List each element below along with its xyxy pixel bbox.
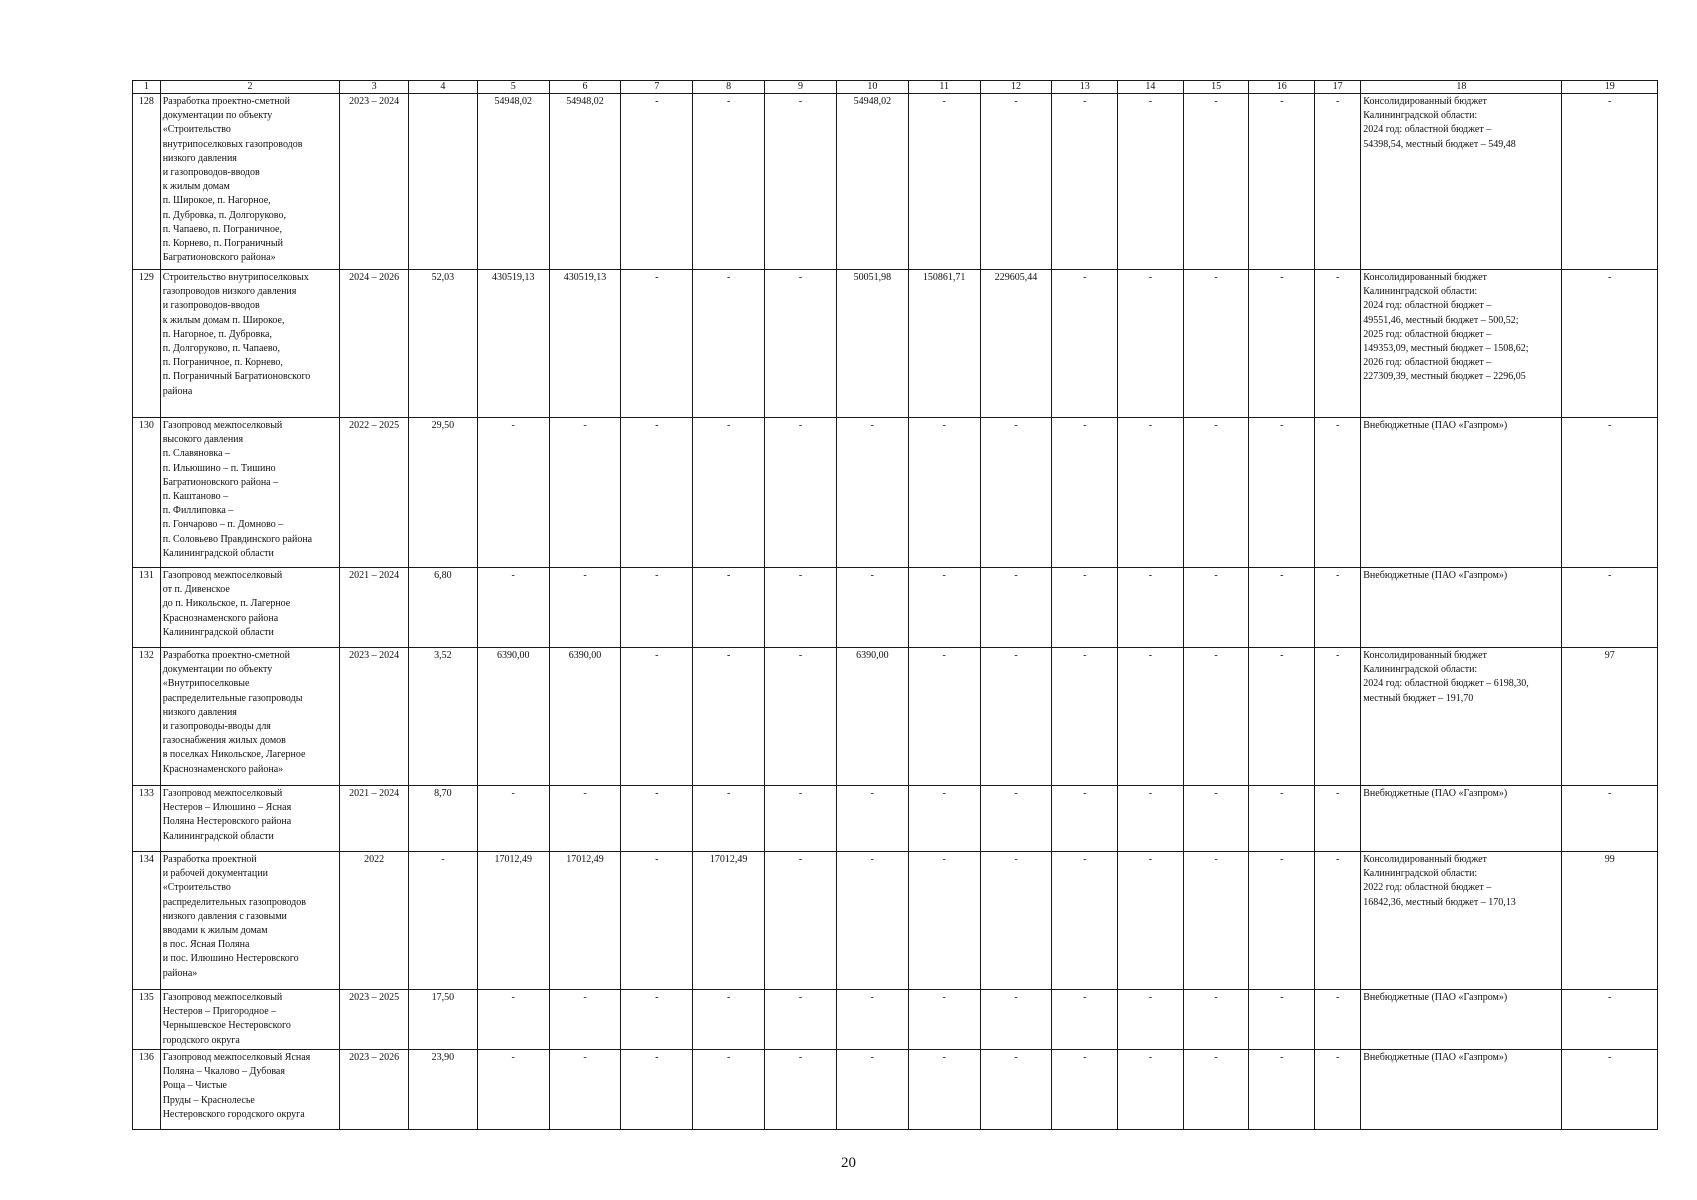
value-cell: 2021 – 2024 bbox=[340, 568, 409, 648]
value-cell: - bbox=[1118, 94, 1184, 270]
value-cell: - bbox=[477, 786, 549, 852]
value-cell: 2022 – 2025 bbox=[340, 418, 409, 568]
value-cell: - bbox=[765, 852, 837, 990]
value-cell: - bbox=[1562, 786, 1658, 852]
value-cell: - bbox=[908, 852, 980, 990]
value-cell: - bbox=[765, 94, 837, 270]
value-cell: 229605,44 bbox=[980, 270, 1052, 418]
value-cell: - bbox=[1183, 94, 1249, 270]
column-number-cell: 6 bbox=[549, 81, 621, 94]
value-cell: - bbox=[1118, 786, 1184, 852]
value-cell: - bbox=[621, 852, 693, 990]
value-cell: - bbox=[1315, 1050, 1361, 1130]
value-cell: - bbox=[1315, 94, 1361, 270]
value-cell: 99 bbox=[1562, 852, 1658, 990]
value-cell: - bbox=[836, 568, 908, 648]
value-cell: - bbox=[1118, 1050, 1184, 1130]
value-cell: - bbox=[836, 786, 908, 852]
table-row bbox=[133, 990, 1658, 1050]
column-number-cell: 18 bbox=[1361, 81, 1562, 94]
table-row bbox=[133, 786, 1658, 852]
column-number-cell: 10 bbox=[836, 81, 908, 94]
value-cell: 8,70 bbox=[409, 786, 478, 852]
value-cell: - bbox=[693, 418, 765, 568]
value-cell: - bbox=[1249, 786, 1315, 852]
value-cell: - bbox=[1249, 852, 1315, 990]
value-cell: - bbox=[980, 418, 1052, 568]
object-name-cell: Разработка проектной и рабочей документации «Строительство распределительных газопроводов низкого давления с газовыми вводами к жилым домам в пос. Ясная Поляна и пос. Илюшино Нестеровского района» bbox=[160, 852, 340, 990]
funding-source-cell: Внебюджетные (ПАО «Газпром») bbox=[1361, 418, 1562, 568]
value-cell: - bbox=[409, 852, 478, 990]
value-cell: - bbox=[765, 990, 837, 1050]
value-cell: - bbox=[1562, 418, 1658, 568]
table-row bbox=[133, 418, 1658, 568]
value-cell: 54948,02 bbox=[549, 94, 621, 270]
value-cell: - bbox=[836, 418, 908, 568]
value-cell: - bbox=[1562, 94, 1658, 270]
value-cell: 6390,00 bbox=[836, 648, 908, 786]
value-cell: - bbox=[1562, 270, 1658, 418]
value-cell: - bbox=[1315, 990, 1361, 1050]
value-cell: 2023 – 2024 bbox=[340, 648, 409, 786]
table-row bbox=[133, 568, 1658, 648]
column-number-cell: 15 bbox=[1183, 81, 1249, 94]
value-cell: 2021 – 2024 bbox=[340, 786, 409, 852]
page-number: 20 bbox=[841, 1155, 856, 1171]
value-cell: - bbox=[980, 568, 1052, 648]
value-cell: 17012,49 bbox=[549, 852, 621, 990]
value-cell: - bbox=[621, 1050, 693, 1130]
value-cell: - bbox=[765, 418, 837, 568]
value-cell: 2023 – 2025 bbox=[340, 990, 409, 1050]
value-cell: 430519,13 bbox=[549, 270, 621, 418]
value-cell: - bbox=[477, 418, 549, 568]
value-cell: - bbox=[908, 1050, 980, 1130]
value-cell: - bbox=[1052, 786, 1118, 852]
value-cell: - bbox=[1052, 648, 1118, 786]
column-number-cell: 5 bbox=[477, 81, 549, 94]
value-cell: 17012,49 bbox=[477, 852, 549, 990]
column-number-cell: 1 bbox=[133, 81, 161, 94]
value-cell: - bbox=[477, 990, 549, 1050]
value-cell: 23,90 bbox=[409, 1050, 478, 1130]
row-number-cell: 130 bbox=[133, 418, 161, 568]
object-name-cell: Газопровод межпоселковый высокого давления п. Славяновка – п. Ильюшино – п. Тишино Багратионовского района – п. Каштаново – п. Филлиповка – п. Гончарово – п. Домново – п. Соловьево Правдинского района Калининградской области bbox=[160, 418, 340, 568]
value-cell: - bbox=[1315, 852, 1361, 990]
value-cell: 6390,00 bbox=[477, 648, 549, 786]
value-cell: - bbox=[1052, 990, 1118, 1050]
value-cell: - bbox=[1249, 1050, 1315, 1130]
row-number-cell: 133 bbox=[133, 786, 161, 852]
row-number-cell: 134 bbox=[133, 852, 161, 990]
value-cell: - bbox=[1315, 568, 1361, 648]
funding-source-cell: Консолидированный бюджет Калининградской области: 2024 год: областной бюджет – 54398,54, местный бюджет – 549,48 bbox=[1361, 94, 1562, 270]
value-cell: - bbox=[1249, 990, 1315, 1050]
object-name-cell: Газопровод межпоселковый Ясная Поляна – Чкалово – Дубовая Роща – Чистые Пруды – Краснолесье Нестеровского городского округа bbox=[160, 1050, 340, 1130]
value-cell: - bbox=[693, 94, 765, 270]
value-cell: - bbox=[621, 990, 693, 1050]
value-cell: - bbox=[1249, 418, 1315, 568]
value-cell: 54948,02 bbox=[836, 94, 908, 270]
value-cell: 17,50 bbox=[409, 990, 478, 1050]
value-cell: - bbox=[1052, 1050, 1118, 1130]
column-number-cell: 13 bbox=[1052, 81, 1118, 94]
value-cell: 430519,13 bbox=[477, 270, 549, 418]
value-cell: - bbox=[549, 568, 621, 648]
column-number-cell: 14 bbox=[1118, 81, 1184, 94]
value-cell: - bbox=[693, 270, 765, 418]
value-cell: 2022 bbox=[340, 852, 409, 990]
value-cell: 6,80 bbox=[409, 568, 478, 648]
funding-source-cell: Внебюджетные (ПАО «Газпром») bbox=[1361, 990, 1562, 1050]
column-number-cell: 9 bbox=[765, 81, 837, 94]
value-cell: - bbox=[1118, 648, 1184, 786]
value-cell: - bbox=[1249, 648, 1315, 786]
value-cell: - bbox=[1052, 418, 1118, 568]
value-cell: - bbox=[621, 648, 693, 786]
value-cell: - bbox=[1315, 418, 1361, 568]
value-cell: - bbox=[1118, 270, 1184, 418]
row-number-cell: 136 bbox=[133, 1050, 161, 1130]
value-cell: - bbox=[1118, 990, 1184, 1050]
value-cell: - bbox=[693, 786, 765, 852]
value-cell: - bbox=[908, 94, 980, 270]
value-cell: - bbox=[1118, 852, 1184, 990]
column-number-cell: 12 bbox=[980, 81, 1052, 94]
value-cell: - bbox=[836, 1050, 908, 1130]
row-number-cell: 129 bbox=[133, 270, 161, 418]
value-cell: - bbox=[1052, 94, 1118, 270]
value-cell: - bbox=[765, 786, 837, 852]
object-name-cell: Газопровод межпоселковый Нестеров – Илюшино – Ясная Поляна Нестеровского района Калининградской области bbox=[160, 786, 340, 852]
value-cell: - bbox=[908, 990, 980, 1050]
value-cell: - bbox=[1315, 270, 1361, 418]
value-cell: - bbox=[621, 94, 693, 270]
value-cell: - bbox=[765, 568, 837, 648]
funding-source-cell: Внебюджетные (ПАО «Газпром») bbox=[1361, 786, 1562, 852]
funding-source-cell: Внебюджетные (ПАО «Газпром») bbox=[1361, 568, 1562, 648]
column-number-cell: 3 bbox=[340, 81, 409, 94]
value-cell: - bbox=[477, 568, 549, 648]
column-number-cell: 8 bbox=[693, 81, 765, 94]
column-number-cell: 11 bbox=[908, 81, 980, 94]
value-cell: - bbox=[1183, 568, 1249, 648]
table-row bbox=[133, 648, 1658, 786]
value-cell: - bbox=[765, 270, 837, 418]
funding-source-cell: Консолидированный бюджет Калининградской области: 2024 год: областной бюджет – 6198,30, местный бюджет – 191,70 bbox=[1361, 648, 1562, 786]
value-cell: - bbox=[908, 648, 980, 786]
value-cell: - bbox=[1052, 568, 1118, 648]
column-number-row bbox=[133, 81, 1658, 94]
funding-source-cell: Консолидированный бюджет Калининградской области: 2024 год: областной бюджет – 49551,46, местный бюджет – 500,52; 2025 год: областной бюджет – 149353,09, местный бюджет – 1508,62; 2026 год: областной бюджет – 227309,39, местный бюджет – 2296,05 bbox=[1361, 270, 1562, 418]
value-cell: 2024 – 2026 bbox=[340, 270, 409, 418]
value-cell: - bbox=[1249, 270, 1315, 418]
value-cell: - bbox=[1118, 568, 1184, 648]
row-number-cell: 131 bbox=[133, 568, 161, 648]
value-cell: - bbox=[980, 786, 1052, 852]
value-cell: - bbox=[1562, 990, 1658, 1050]
value-cell: - bbox=[980, 94, 1052, 270]
value-cell: - bbox=[1052, 270, 1118, 418]
value-cell: - bbox=[980, 990, 1052, 1050]
value-cell: - bbox=[908, 418, 980, 568]
value-cell: - bbox=[765, 1050, 837, 1130]
value-cell: 3,52 bbox=[409, 648, 478, 786]
column-number-cell: 19 bbox=[1562, 81, 1658, 94]
value-cell: - bbox=[765, 648, 837, 786]
value-cell: - bbox=[1315, 648, 1361, 786]
value-cell: - bbox=[1183, 1050, 1249, 1130]
table-row bbox=[133, 852, 1658, 990]
value-cell: - bbox=[693, 1050, 765, 1130]
row-number-cell: 135 bbox=[133, 990, 161, 1050]
value-cell: - bbox=[549, 990, 621, 1050]
table-row bbox=[133, 94, 1658, 270]
investment-table bbox=[132, 80, 1658, 1130]
value-cell: - bbox=[621, 786, 693, 852]
value-cell: - bbox=[1183, 270, 1249, 418]
value-cell: - bbox=[1562, 1050, 1658, 1130]
value-cell: - bbox=[549, 1050, 621, 1130]
value-cell: - bbox=[980, 1050, 1052, 1130]
value-cell: - bbox=[1249, 94, 1315, 270]
column-number-cell: 7 bbox=[621, 81, 693, 94]
funding-source-cell: Консолидированный бюджет Калининградской области: 2022 год: областной бюджет – 16842,36, местный бюджет – 170,13 bbox=[1361, 852, 1562, 990]
value-cell: - bbox=[1315, 786, 1361, 852]
table-row bbox=[133, 1050, 1658, 1130]
value-cell: 50051,98 bbox=[836, 270, 908, 418]
value-cell: - bbox=[1183, 852, 1249, 990]
object-name-cell: Разработка проектно-сметной документации по объекту «Строительство внутрипоселковых газопроводов низкого давления и газопроводов-вводов к жилым домам п. Широкое, п. Нагорное, п. Дубровка, п. Долгоруково, п. Чапаево, п. Пограничное, п. Корнево, п. Пограничный Багратионовского района» bbox=[160, 94, 340, 270]
object-name-cell: Газопровод межпоселковый от п. Дивенское до п. Никольское, п. Лагерное Краснознаменского района Калининградской области bbox=[160, 568, 340, 648]
value-cell: - bbox=[836, 990, 908, 1050]
value-cell: - bbox=[908, 786, 980, 852]
value-cell: - bbox=[1183, 786, 1249, 852]
value-cell: 52,03 bbox=[409, 270, 478, 418]
value-cell: - bbox=[1052, 852, 1118, 990]
value-cell: 29,50 bbox=[409, 418, 478, 568]
value-cell: 150861,71 bbox=[908, 270, 980, 418]
value-cell: - bbox=[1562, 568, 1658, 648]
value-cell: - bbox=[621, 568, 693, 648]
value-cell: 97 bbox=[1562, 648, 1658, 786]
value-cell: 54948,02 bbox=[477, 94, 549, 270]
value-cell: - bbox=[1183, 990, 1249, 1050]
value-cell: - bbox=[477, 1050, 549, 1130]
column-number-cell: 16 bbox=[1249, 81, 1315, 94]
value-cell: - bbox=[1249, 568, 1315, 648]
value-cell: - bbox=[549, 418, 621, 568]
value-cell: - bbox=[908, 568, 980, 648]
value-cell: - bbox=[549, 786, 621, 852]
value-cell: 17012,49 bbox=[693, 852, 765, 990]
funding-source-cell: Внебюджетные (ПАО «Газпром») bbox=[1361, 1050, 1562, 1130]
value-cell: - bbox=[980, 648, 1052, 786]
value-cell: - bbox=[693, 568, 765, 648]
value-cell: 2023 – 2026 bbox=[340, 1050, 409, 1130]
value-cell: - bbox=[1118, 418, 1184, 568]
value-cell: - bbox=[980, 852, 1052, 990]
value-cell: - bbox=[836, 852, 908, 990]
object-name-cell: Газопровод межпоселковый Нестеров – Пригородное – Чернышевское Нестеровского городского округа bbox=[160, 990, 340, 1050]
value-cell: - bbox=[621, 270, 693, 418]
value-cell: - bbox=[693, 990, 765, 1050]
column-number-cell: 4 bbox=[409, 81, 478, 94]
value-cell: - bbox=[1183, 418, 1249, 568]
value-cell: - bbox=[693, 648, 765, 786]
value-cell bbox=[409, 94, 478, 270]
object-name-cell: Разработка проектно-сметной документации по объекту «Внутрипоселковые распределительные газопроводы низкого давления и газопроводы-вводы для газоснабжения жилых домов в поселках Никольское, Лагерное Краснознаменского района» bbox=[160, 648, 340, 786]
column-number-cell: 2 bbox=[160, 81, 340, 94]
value-cell: 6390,00 bbox=[549, 648, 621, 786]
value-cell: - bbox=[621, 418, 693, 568]
object-name-cell: Строительство внутрипоселковых газопроводов низкого давления и газопроводов-вводов к жилым домам п. Широкое, п. Нагорное, п. Дубровка, п. Долгоруково, п. Чапаево, п. Пограничное, п. Корнево, п. Пограничный Багратионовского района bbox=[160, 270, 340, 418]
table-row bbox=[133, 270, 1658, 418]
value-cell: - bbox=[1183, 648, 1249, 786]
row-number-cell: 132 bbox=[133, 648, 161, 786]
value-cell: 2023 – 2024 bbox=[340, 94, 409, 270]
row-number-cell: 128 bbox=[133, 94, 161, 270]
column-number-cell: 17 bbox=[1315, 81, 1361, 94]
